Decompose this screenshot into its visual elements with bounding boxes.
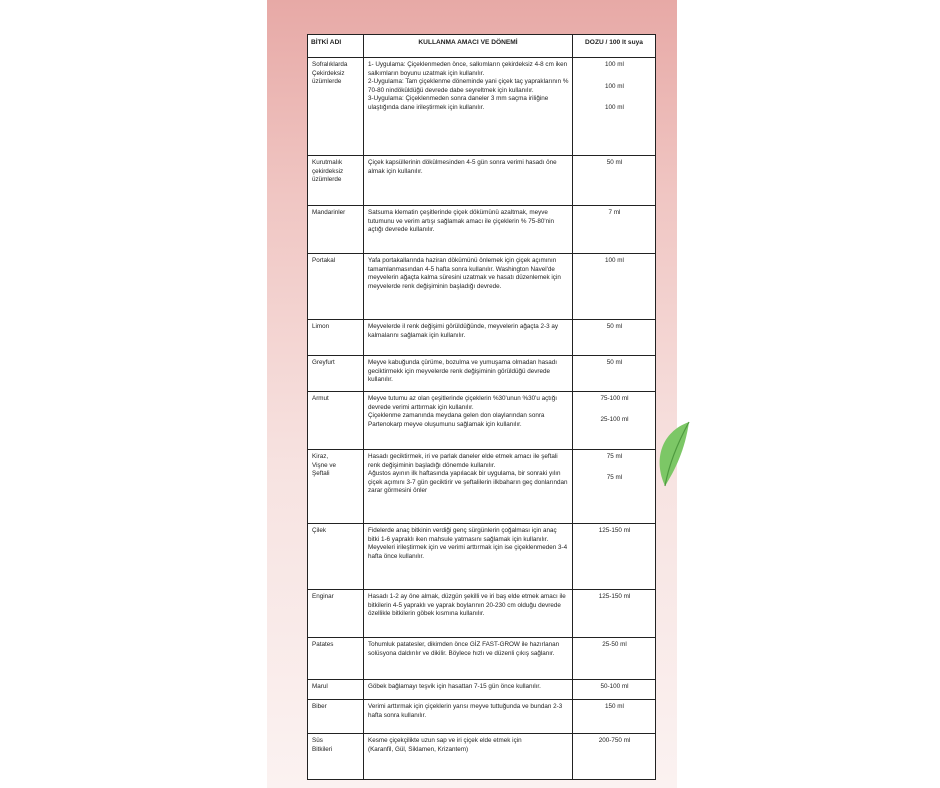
plant-name: Marul: [312, 683, 328, 690]
plant-name-cell: [308, 638, 364, 680]
usage-text: Fidelerde anaç bitkinin verdiği genç sürgünlerin çoğalması için anaç bitki 1-6 yapraklı iken mahsule yatmasını sağlamak için kullanılır.: [368, 527, 557, 543]
plant-name: Mandarinler: [312, 209, 346, 216]
table-row: [308, 254, 656, 320]
plant-name-cell: [308, 392, 364, 450]
usage-text: 2-Uygulama: Tam çiçeklenme döneminde yani çiçek taç yapraklarının % 70-80 nindöküldüğü devrede dabe seyreltmek için kullanılır.: [368, 78, 569, 94]
usage-text: Hasadı 1-2 ay öne almak, düzgün şekilli ve iri baş elde etmek amacı ile bitkilerin 4-5 yapraklı ve yaprak boylarının 20-230 cm olduğu devrede özellikle bitkilerin göbek kısmına kullanılır.: [368, 593, 566, 618]
usage-cell: [364, 700, 573, 734]
dose-value: 50-100 ml: [600, 683, 629, 690]
plant-name: Portakal: [312, 257, 336, 264]
plant-name-cell: [308, 356, 364, 392]
plant-name: üzümlerde: [312, 78, 342, 86]
leaf-icon: [651, 420, 691, 490]
usage-cell: [364, 206, 573, 254]
dose-value: 75 ml: [606, 473, 623, 481]
usage-cell: [364, 680, 573, 700]
plant-name: Süs: [312, 737, 323, 744]
plant-name: Limon: [312, 323, 330, 330]
plant-name: Vişne ve: [312, 461, 337, 469]
plant-name-cell: [308, 680, 364, 700]
dose-cell: [573, 524, 656, 590]
usage-cell: [364, 254, 573, 320]
plant-name: Kiraz,: [312, 453, 329, 460]
plant-name-cell: [308, 450, 364, 524]
usage-cell: [364, 356, 573, 392]
plant-name: Bitkileri: [312, 745, 333, 753]
usage-text: Çiçeklenme zamanında meydana gelen don olaylarından sonra Partenokarp meyve oluşumunu sağlamak için kullanılır.: [368, 412, 545, 428]
plant-name-cell: [308, 700, 364, 734]
usage-cell: [364, 638, 573, 680]
plant-name: Armut: [312, 395, 329, 402]
plant-name: Enginar: [312, 593, 334, 600]
plant-name: Biber: [312, 703, 327, 710]
plant-name-cell: [308, 734, 364, 780]
dose-value: 100 ml: [605, 257, 624, 264]
dose-cell: [573, 590, 656, 638]
plant-name: Greyfurt: [312, 359, 335, 366]
usage-text: Çiçek kapsüllerinin dökülmesinden 4-5 gün sonra verimi hasadı öne almak için kullanılır.: [368, 159, 557, 175]
plant-name: çekirdeksiz: [312, 167, 344, 175]
plant-name-cell: [308, 590, 364, 638]
dose-cell: [573, 734, 656, 780]
plant-name: üzümlerde: [312, 176, 342, 184]
dosage-table: [307, 34, 656, 780]
usage-cell: [364, 320, 573, 356]
usage-cell: [364, 524, 573, 590]
dose-value: 75-100 ml: [600, 395, 629, 402]
dose-cell: [573, 58, 656, 156]
table-row: [308, 450, 656, 524]
dose-value: 7 ml: [608, 209, 621, 216]
header-dose: DOZU / 100 lt suya: [573, 35, 656, 58]
usage-text: 1- Uygulama: Çiçeklenmeden önce, salkımların çekirdeksiz 4-8 cm iken salkımların boyunu uzatmak için kullanılır.: [368, 61, 568, 77]
usage-text: Hasadı geciktirmek, iri ve parlak daneler elde etmek amacı ile şeftali renk değişiminin başladığı dönemde kullanılır.: [368, 453, 558, 469]
dose-value: 25-50 ml: [602, 641, 627, 648]
header-plant-name: BİTKİ ADI: [308, 35, 364, 58]
plant-name: Şeftali: [312, 470, 330, 478]
table-header-row: [308, 35, 656, 58]
table-row: [308, 638, 656, 680]
header-usage: KULLANMA AMACI VE DÖNEMİ: [364, 35, 573, 58]
plant-name: Patates: [312, 641, 334, 648]
usage-text: Satsuma klematin çeşitlerinde çiçek dökümünü azaltmak, meyve tutumunu ve verim artışı sağlamak amacı ile çiçeklerin % 75-80'nin açtığı devrede kullanılır.: [368, 209, 554, 234]
dose-value: 100 ml: [605, 82, 624, 90]
dose-cell: [573, 320, 656, 356]
table-row: [308, 590, 656, 638]
table-row: [308, 392, 656, 450]
usage-cell: [364, 392, 573, 450]
plant-name-cell: [308, 156, 364, 206]
usage-text: (Karanfil, Gül, Siklamen, Krizantem): [368, 745, 469, 753]
dose-value: 125-150 ml: [598, 527, 631, 534]
table-row: [308, 156, 656, 206]
dose-value: 125-150 ml: [598, 593, 631, 600]
dose-value: 75 ml: [606, 453, 623, 460]
dose-value: 50 ml: [606, 359, 623, 366]
dose-value: 100 ml: [605, 104, 624, 112]
dose-cell: [573, 392, 656, 450]
usage-text: 3-Uygulama: Çiçeklenmeden sonra daneler 3 mm saçma iriliğine ulaştığında dane irileştirmek için kullanılır.: [368, 95, 549, 111]
usage-text: Meyvelerde il renk değişimi görüldüğünde, meyvelerin ağaçta 2-3 ay kalmalarını sağlamak için kullanılır.: [368, 323, 559, 339]
dose-cell: [573, 680, 656, 700]
usage-text: Yafa portakallarında haziran dökümünü önlemek için çiçek açımının tamamlanmasından 4-5 hafta sonra kullanılır. Washington Navel'de meyvelerin ağaçta kalma süresini uzatmak ve hasatı düzenlemek için meyvelerde renk değişiminin başladığı devrede.: [368, 257, 561, 290]
dose-value: 50 ml: [606, 323, 623, 330]
dose-cell: [573, 356, 656, 392]
dose-cell: [573, 156, 656, 206]
usage-cell: [364, 58, 573, 156]
usage-text: Meyve tutumu az olan çeşitlerinde çiçeklerin %30'unun %30'u açtığı devrede verimi arttırmak için kullanılır.: [368, 395, 557, 411]
usage-text: Meyveleri irileştirmek için ve verimi arttırmak için ise çiçeklenmeden 3-4 hafta önce kullanılır.: [368, 544, 568, 560]
usage-cell: [364, 450, 573, 524]
dose-cell: [573, 700, 656, 734]
table-row: [308, 680, 656, 700]
table-row: [308, 58, 656, 156]
plant-name-cell: [308, 206, 364, 254]
usage-text: Verimi arttırmak için çiçeklerin yarısı meyve tuttuğunda ve bundan 2-3 hafta sonra kullanılır.: [368, 703, 563, 719]
dose-value: 100 ml: [605, 61, 624, 68]
dose-value: 150 ml: [605, 703, 624, 710]
plant-name-cell: [308, 58, 364, 156]
usage-cell: [364, 734, 573, 780]
usage-text: Ağustos ayının ilk haftasında yapılacak bir uygulama, bir sonraki yılın çiçek açımını 3-7 gün geciktirir ve şeftalilerin ilkbaharın geç donlarından zarar görmesini önler: [368, 470, 568, 495]
plant-name: Çilek: [312, 527, 326, 534]
usage-text: Kesme çiçekçilikte uzun sap ve iri çiçek elde etmek için: [368, 737, 522, 744]
plant-name-cell: [308, 524, 364, 590]
dose-cell: [573, 254, 656, 320]
table-row: [308, 356, 656, 392]
plant-name-cell: [308, 254, 364, 320]
table-row: [308, 700, 656, 734]
usage-cell: [364, 590, 573, 638]
table-row: [308, 524, 656, 590]
dose-value: 25-100 ml: [600, 415, 629, 423]
dose-cell: [573, 206, 656, 254]
usage-cell: [364, 156, 573, 206]
plant-name: Sofralıklarda: [312, 61, 348, 68]
plant-name-cell: [308, 320, 364, 356]
plant-name: Kurutmalık: [312, 159, 343, 166]
plant-name: Çekirdeksiz: [312, 69, 345, 77]
usage-text: Tohumluk patatesler, dikimden önce GİZ FAST-GROW ile hazırlanan solüsyona daldırılır ve dikilir. Böylece hızlı ve düzenli çıkış sağlanır.: [368, 641, 560, 657]
dose-value: 50 ml: [606, 159, 623, 166]
dose-value: 200-750 ml: [598, 737, 631, 744]
table-row: [308, 206, 656, 254]
table-row: [308, 734, 656, 780]
dose-cell: [573, 450, 656, 524]
usage-text: Meyve kabuğunda çürüme, bozulma ve yumuşama olmadan hasadı geciktirmekk için meyvelerde renk değişiminin görüldüğü devrede kullanılır.: [368, 359, 558, 384]
table-row: [308, 320, 656, 356]
usage-text: Göbek bağlamayı teşvik için hasattan 7-15 gün önce kullanılır.: [368, 683, 541, 690]
dose-cell: [573, 638, 656, 680]
